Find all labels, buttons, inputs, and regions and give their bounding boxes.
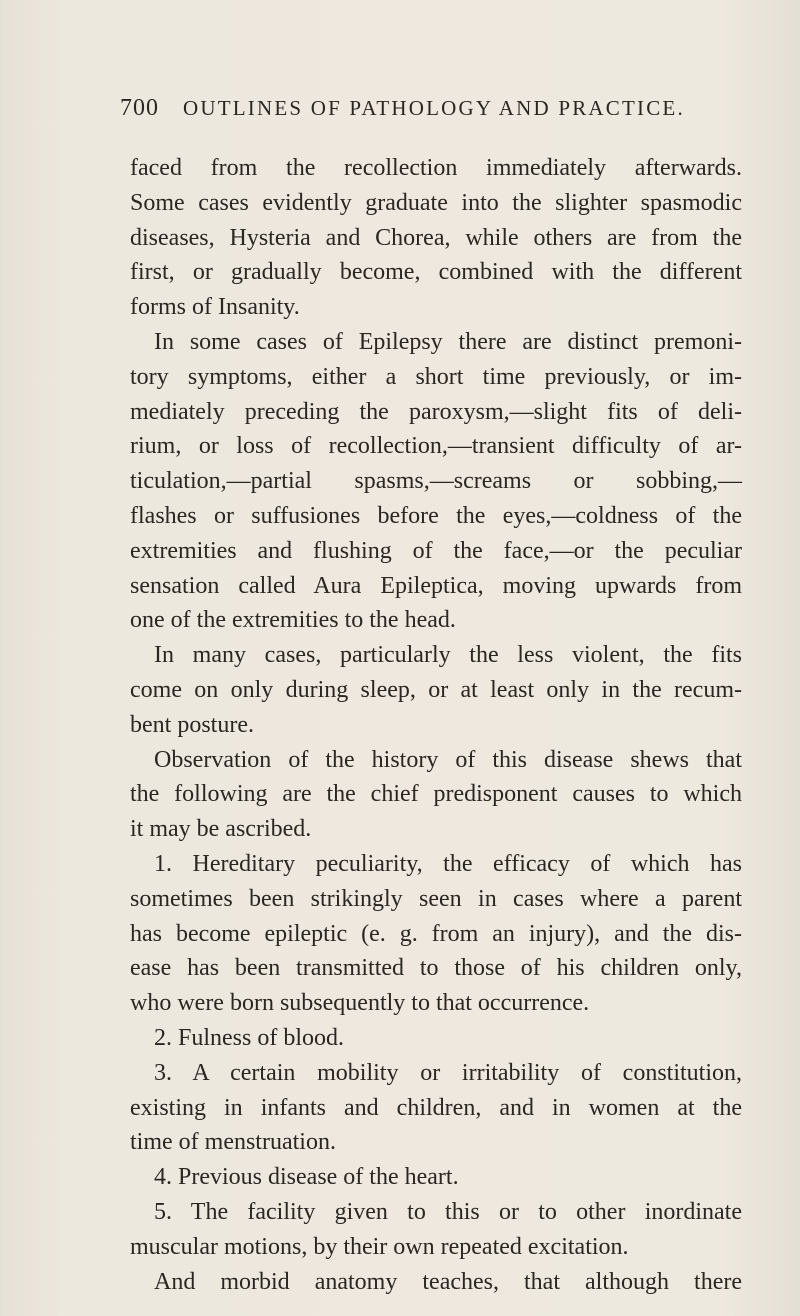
text-line: forms of Insanity. — [130, 294, 300, 321]
text-line: 2. Fulness of blood. — [154, 1024, 345, 1051]
running-head: OUTLINES OF PATHOLOGY AND PRACTICE. — [183, 96, 685, 120]
text-line: first, or gradually become, combined with the different — [130, 259, 742, 286]
page-number: 700 — [120, 95, 159, 121]
text-line: it may be ascribed. — [130, 816, 312, 843]
text-line: flashes or suffusiones before the eyes,—coldness of the — [130, 502, 742, 529]
text-line: existing in infants and children, and in women at the — [130, 1094, 742, 1121]
text-line: muscular motions, by their own repeated excitation. — [130, 1233, 629, 1260]
text-line: time of menstruation. — [130, 1129, 336, 1156]
text-line: faced from the recollection immediately afterwards. — [130, 155, 742, 181]
text-line: one of the extremities to the head. — [130, 607, 456, 634]
text-line: bent posture. — [130, 711, 254, 738]
text-line: sometimes been strikingly seen in cases where a parent — [130, 885, 742, 912]
text-line: In many cases, particularly the less violent, the fits — [154, 642, 742, 669]
text-line: who were born subsequently to that occurrence. — [130, 990, 590, 1017]
text-line: mediately preceding the paroxysm,—slight fits of deli- — [130, 398, 742, 425]
text-line: rium, or loss of recollection,—transient difficulty of ar- — [130, 433, 742, 460]
text-line: ease has been transmitted to those of his children only, — [130, 955, 742, 982]
text-line: sensation called Aura Epileptica, moving upwards from — [130, 572, 742, 599]
text-line: extremities and flushing of the face,—or the peculiar — [130, 537, 742, 564]
text-line: Observation of the history of this disease shews that — [154, 746, 742, 773]
body-text — [130, 151, 742, 1299]
text-line: come on only during sleep, or at least only in the recum- — [130, 676, 742, 703]
text-line: the following are the chief predisponent causes to which — [130, 781, 742, 808]
text-line: And morbid anatomy teaches, that although there — [154, 1268, 742, 1295]
text-line: diseases, Hysteria and Chorea, while others are from the — [130, 224, 742, 251]
text-line: 5. The facility given to this or to other inordinate — [154, 1198, 742, 1225]
text-line: 3. A certain mobility or irritability of constitution, — [154, 1059, 742, 1086]
text-line: In some cases of Epilepsy there are distinct premoni- — [154, 328, 742, 355]
page-header — [120, 95, 740, 135]
text-line: 4. Previous disease of the heart. — [154, 1164, 459, 1191]
text-line: has become epileptic (e. g. from an injury), and the dis- — [130, 920, 742, 947]
text-line: 1. Hereditary peculiarity, the efficacy of which has — [154, 850, 742, 877]
text-line: ticulation,—partial spasms,—screams or sobbing,— — [130, 468, 742, 495]
text-line: Some cases evidently graduate into the slighter spasmodic — [130, 189, 742, 216]
text-line: tory symptoms, either a short time previously, or im- — [130, 363, 742, 390]
